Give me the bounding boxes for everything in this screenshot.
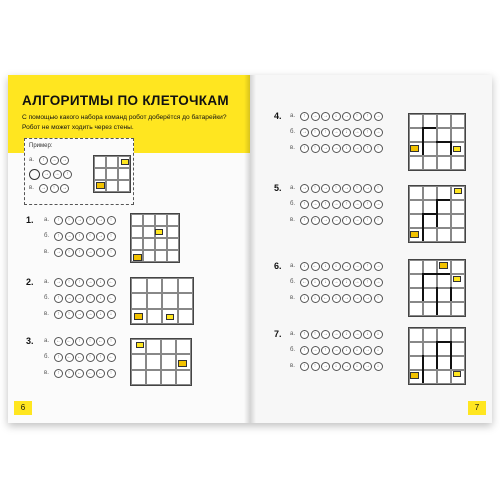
instructions-line-1: С помощью какого набора команд робот доберётся до батарейки? (22, 114, 227, 121)
wall (450, 141, 452, 155)
arrow-command-icon: ← (56, 337, 61, 344)
option-label: в. (44, 249, 49, 255)
task-1-option-c (44, 247, 117, 257)
arrow-command-icon: → (77, 294, 82, 301)
page-number-right: 7 (468, 401, 486, 415)
battery-icon (454, 188, 462, 194)
task-number: 2. (26, 277, 34, 287)
arrow-command-icon: ↓ (96, 294, 105, 303)
arrow-command-icon: → (375, 128, 381, 135)
option-label: в. (29, 185, 34, 191)
task-1-option-a (44, 215, 117, 225)
arrow-command-icon: ↑ (353, 184, 362, 193)
arrow-command-icon: → (333, 200, 339, 207)
arrow-command-icon: ↑ (107, 337, 116, 346)
arrow-command-icon: ↓ (353, 362, 362, 371)
arrow-command-icon: ↑ (96, 248, 105, 257)
arrow-command-icon: ↑ (86, 337, 95, 346)
page-number-left: 6 (14, 401, 32, 415)
arrow-command-icon: → (62, 184, 67, 191)
arrow-command-icon: ← (323, 294, 328, 301)
task-4-option-b (290, 127, 384, 137)
arrow-command-icon: → (312, 112, 318, 119)
arrow-command-icon: → (365, 362, 370, 369)
battery-icon (155, 229, 163, 235)
arrow-command-icon: ↑ (374, 294, 383, 303)
arrow-command-icon: ↑ (311, 128, 320, 137)
option-label: а. (290, 263, 296, 269)
task-1-option-b (44, 231, 117, 241)
arrow-command-icon: → (354, 216, 360, 223)
robot-icon (134, 313, 143, 320)
arrow-command-icon: ↑ (65, 310, 74, 319)
arrow-command-icon: → (375, 200, 381, 207)
arrow-command-icon: ↑ (321, 200, 330, 209)
arrow-command-icon: ← (98, 337, 103, 344)
battery-icon (166, 314, 174, 320)
arrow-command-icon: ↓ (107, 310, 116, 319)
arrow-command-icon: → (365, 184, 370, 191)
wall (422, 127, 424, 155)
arrow-command-icon: ↑ (363, 128, 372, 137)
arrow-command-icon: → (375, 278, 381, 285)
page-title: АЛГОРИТМЫ ПО КЛЕТОЧКАМ (22, 93, 229, 108)
arrow-command-icon: ↑ (300, 362, 309, 371)
task-6-option-c (290, 293, 384, 303)
arrow-command-icon: → (66, 294, 72, 301)
arrow-command-icon: ↓ (332, 262, 341, 271)
arrow-command-icon: ↑ (374, 184, 383, 193)
robot-icon (410, 145, 419, 152)
arrow-command-icon: ← (77, 369, 82, 376)
arrow-command-icon: → (87, 310, 93, 317)
arrow-command-icon: ↓ (342, 128, 351, 137)
arrow-command-icon: ↑ (107, 248, 116, 257)
arrow-command-icon: → (354, 330, 360, 337)
arrow-command-icon: ↑ (63, 170, 72, 179)
arrow-command-icon: ↑ (300, 200, 309, 209)
arrow-command-icon: ↑ (311, 330, 320, 339)
arrow-command-icon: ↑ (65, 278, 74, 287)
arrow-command-icon: ↑ (54, 232, 63, 241)
wall (422, 355, 424, 383)
battery-icon (453, 146, 461, 152)
arrow-command-icon: ↓ (321, 262, 330, 271)
arrow-command-icon: → (344, 262, 349, 269)
arrow-command-icon: → (312, 346, 318, 353)
right-page (250, 75, 492, 423)
arrow-command-icon: → (323, 362, 328, 369)
option-label: в. (44, 370, 49, 376)
robot-icon (410, 231, 419, 238)
arrow-command-icon: ↑ (300, 112, 309, 121)
task-2-option-b (44, 293, 117, 303)
arrow-command-icon: → (323, 216, 328, 223)
robot-icon (178, 360, 187, 367)
arrow-command-icon: → (333, 216, 339, 223)
book-gutter-shadow (244, 75, 256, 423)
arrow-command-icon: → (354, 144, 360, 151)
arrow-command-icon: ↑ (342, 200, 351, 209)
wall (436, 341, 438, 369)
arrow-command-icon: → (302, 128, 307, 135)
arrow-command-icon: → (344, 294, 349, 301)
arrow-command-icon: ↑ (363, 112, 372, 121)
example-label: Пример: (29, 143, 53, 149)
robot-icon (439, 262, 448, 269)
arrow-command-icon: ↑ (300, 216, 309, 225)
selected-option-circle (29, 169, 40, 180)
arrow-command-icon: → (44, 170, 49, 177)
arrow-command-icon: ↑ (107, 216, 116, 225)
arrow-command-icon: → (354, 128, 360, 135)
task-7-option-b (290, 345, 384, 355)
arrow-command-icon: ↑ (363, 262, 372, 271)
robot-icon (96, 182, 105, 189)
arrow-command-icon: ↓ (96, 278, 105, 287)
arrow-command-icon: ← (98, 369, 103, 376)
example-box (24, 138, 134, 205)
option-label: в. (290, 217, 295, 223)
arrow-command-icon: ↑ (300, 330, 309, 339)
arrow-command-icon: → (54, 170, 60, 177)
arrow-command-icon: ↑ (353, 112, 362, 121)
arrow-command-icon: ↑ (86, 216, 95, 225)
wall (422, 213, 424, 241)
arrow-command-icon: ↑ (300, 346, 309, 355)
arrow-command-icon: ↓ (374, 346, 383, 355)
arrow-command-icon: ↑ (50, 184, 59, 193)
option-label: б. (44, 295, 50, 301)
arrow-command-icon: ↑ (107, 369, 116, 378)
arrow-command-icon: → (41, 184, 46, 191)
wall (436, 141, 450, 143)
arrow-command-icon: ← (87, 369, 93, 376)
arrow-command-icon: ↑ (363, 216, 372, 225)
wall (422, 127, 436, 129)
left-page (8, 75, 250, 423)
option-label: б. (290, 129, 296, 135)
arrow-command-icon: ↑ (65, 216, 74, 225)
wall (436, 199, 438, 227)
arrow-command-icon: ↑ (86, 294, 95, 303)
task-2-option-a (44, 277, 117, 287)
arrow-command-icon: → (354, 294, 360, 301)
arrow-command-icon: → (354, 200, 360, 207)
arrow-command-icon: ↓ (342, 144, 351, 153)
arrow-command-icon: ↑ (332, 184, 341, 193)
arrow-command-icon: → (62, 156, 67, 163)
arrow-command-icon: → (77, 216, 82, 223)
arrow-command-icon: → (365, 294, 370, 301)
arrow-command-icon: ← (108, 294, 114, 301)
battery-icon (121, 159, 129, 165)
arrow-command-icon: ↑ (54, 216, 63, 225)
wall (422, 213, 436, 215)
option-label: б. (290, 201, 296, 207)
arrow-command-icon: → (344, 362, 349, 369)
option-label: а. (290, 331, 296, 337)
task-3-option-b (44, 352, 117, 362)
arrow-command-icon: ↑ (342, 216, 351, 225)
wall (436, 341, 450, 343)
arrow-command-icon: ↓ (311, 278, 320, 287)
option-label: а. (290, 185, 296, 191)
example-option-a (29, 155, 71, 165)
battery-icon (453, 276, 461, 282)
arrow-command-icon: ↑ (86, 232, 95, 241)
task-number: 6. (274, 261, 282, 271)
arrow-command-icon: ↑ (321, 128, 330, 137)
arrow-command-icon: ← (312, 262, 318, 269)
arrow-command-icon: ↓ (353, 346, 362, 355)
wall (436, 287, 438, 315)
arrow-command-icon: ↑ (311, 362, 320, 371)
option-label: а. (29, 157, 35, 163)
option-label: б. (44, 354, 50, 360)
arrow-command-icon: → (323, 112, 328, 119)
robot-icon (133, 254, 142, 261)
task-4-option-c (290, 143, 384, 153)
arrow-command-icon: → (98, 232, 103, 239)
arrow-command-icon: ↑ (75, 337, 84, 346)
arrow-command-icon: → (375, 112, 381, 119)
task-5-option-c (290, 215, 384, 225)
wall (422, 273, 424, 301)
arrow-command-icon: ↑ (363, 200, 372, 209)
example-option-c (29, 183, 71, 193)
arrow-command-icon: ↑ (75, 232, 84, 241)
arrow-command-icon: ↓ (374, 330, 383, 339)
arrow-command-icon: → (354, 278, 360, 285)
arrow-command-icon: ↑ (300, 144, 309, 153)
arrow-command-icon: ← (66, 353, 72, 360)
arrow-command-icon: ↓ (300, 262, 309, 271)
arrow-command-icon: → (344, 184, 349, 191)
arrow-command-icon: ↓ (332, 112, 341, 121)
task-3-option-c (44, 368, 117, 378)
arrow-command-icon: → (51, 156, 57, 163)
arrow-command-icon: ↑ (86, 353, 95, 362)
arrow-command-icon: ↓ (374, 362, 383, 371)
workbook-spread (8, 75, 492, 423)
arrow-command-icon: → (333, 278, 339, 285)
arrow-command-icon: → (323, 184, 328, 191)
arrow-command-icon: ↑ (54, 310, 63, 319)
option-label: а. (290, 113, 296, 119)
task-4-option-a (290, 111, 384, 121)
arrow-command-icon: → (333, 128, 339, 135)
arrow-command-icon: ← (66, 337, 72, 344)
task-number: 7. (274, 329, 282, 339)
arrow-command-icon: ↓ (342, 330, 351, 339)
arrow-command-icon: ↓ (311, 294, 320, 303)
arrow-command-icon: ↑ (311, 184, 320, 193)
task-5-option-a (290, 183, 384, 193)
arrow-command-icon: → (333, 346, 339, 353)
wall (436, 199, 450, 201)
task-7-option-c (290, 361, 384, 371)
arrow-command-icon: ↑ (54, 294, 63, 303)
option-label: б. (290, 279, 296, 285)
option-label: в. (44, 311, 49, 317)
arrow-command-icon: ← (108, 278, 114, 285)
arrow-command-icon: ↓ (300, 294, 309, 303)
arrow-command-icon: ↓ (321, 278, 330, 287)
arrow-command-icon: ↓ (332, 294, 341, 303)
option-label: б. (44, 233, 50, 239)
arrow-command-icon: ↑ (321, 346, 330, 355)
arrow-command-icon: ↑ (39, 156, 48, 165)
arrow-command-icon: ↑ (54, 369, 63, 378)
arrow-command-icon: ↑ (363, 144, 372, 153)
task-number: 1. (26, 215, 34, 225)
arrow-command-icon: → (87, 248, 93, 255)
option-label: а. (44, 217, 50, 223)
option-label: в. (290, 295, 295, 301)
arrow-command-icon: → (77, 310, 82, 317)
instructions-line-2: Робот не может ходить через стены. (22, 124, 134, 131)
arrow-command-icon: ↑ (75, 278, 84, 287)
instructions (22, 113, 227, 133)
option-label: а. (44, 279, 50, 285)
arrow-command-icon: ↑ (75, 248, 84, 257)
option-label: б. (290, 347, 296, 353)
task-number: 5. (274, 183, 282, 193)
arrow-command-icon: ↓ (363, 330, 372, 339)
option-label: в. (290, 363, 295, 369)
arrow-command-icon: → (333, 330, 339, 337)
arrow-command-icon: ← (77, 353, 82, 360)
arrow-command-icon: → (56, 278, 61, 285)
example-option-b (29, 169, 74, 179)
arrow-command-icon: ← (108, 353, 114, 360)
wall (422, 273, 450, 275)
arrow-command-icon: → (66, 232, 72, 239)
arrow-command-icon: ↑ (363, 278, 372, 287)
arrow-command-icon: ↓ (96, 310, 105, 319)
task-number: 4. (274, 111, 282, 121)
arrow-command-icon: ↑ (65, 369, 74, 378)
arrow-command-icon: → (312, 200, 318, 207)
arrow-command-icon: ↑ (96, 353, 105, 362)
arrow-command-icon: ↑ (374, 216, 383, 225)
task-7-option-a (290, 329, 384, 339)
arrow-command-icon: ↑ (374, 144, 383, 153)
arrow-command-icon: ↓ (332, 362, 341, 371)
arrow-command-icon: ↑ (311, 216, 320, 225)
task-2-option-c (44, 309, 117, 319)
arrow-command-icon: ↑ (311, 144, 320, 153)
arrow-command-icon: → (344, 112, 349, 119)
task-6-option-b (290, 277, 384, 287)
robot-icon (410, 372, 419, 379)
task-5-option-b (290, 199, 384, 209)
task-number: 3. (26, 336, 34, 346)
battery-icon (136, 342, 144, 348)
option-label: в. (290, 145, 295, 151)
arrow-command-icon: → (302, 184, 307, 191)
arrow-command-icon: ↓ (342, 278, 351, 287)
arrow-command-icon: → (98, 216, 103, 223)
arrow-command-icon: → (87, 278, 93, 285)
arrow-command-icon: → (323, 330, 328, 337)
arrow-command-icon: ↑ (107, 232, 116, 241)
arrow-command-icon: ↑ (65, 248, 74, 257)
arrow-command-icon: → (365, 346, 370, 353)
wall (450, 287, 452, 301)
arrow-command-icon: → (375, 262, 381, 269)
arrow-command-icon: → (354, 262, 360, 269)
arrow-command-icon: → (333, 144, 339, 151)
task-3-option-a (44, 336, 117, 346)
arrow-command-icon: ← (302, 278, 307, 285)
wall (450, 341, 452, 369)
arrow-command-icon: → (56, 248, 61, 255)
arrow-command-icon: → (323, 144, 328, 151)
option-label: а. (44, 338, 50, 344)
arrow-command-icon: ↓ (342, 346, 351, 355)
battery-icon (453, 371, 461, 377)
arrow-command-icon: ↑ (54, 353, 63, 362)
task-6-option-a (290, 261, 384, 271)
